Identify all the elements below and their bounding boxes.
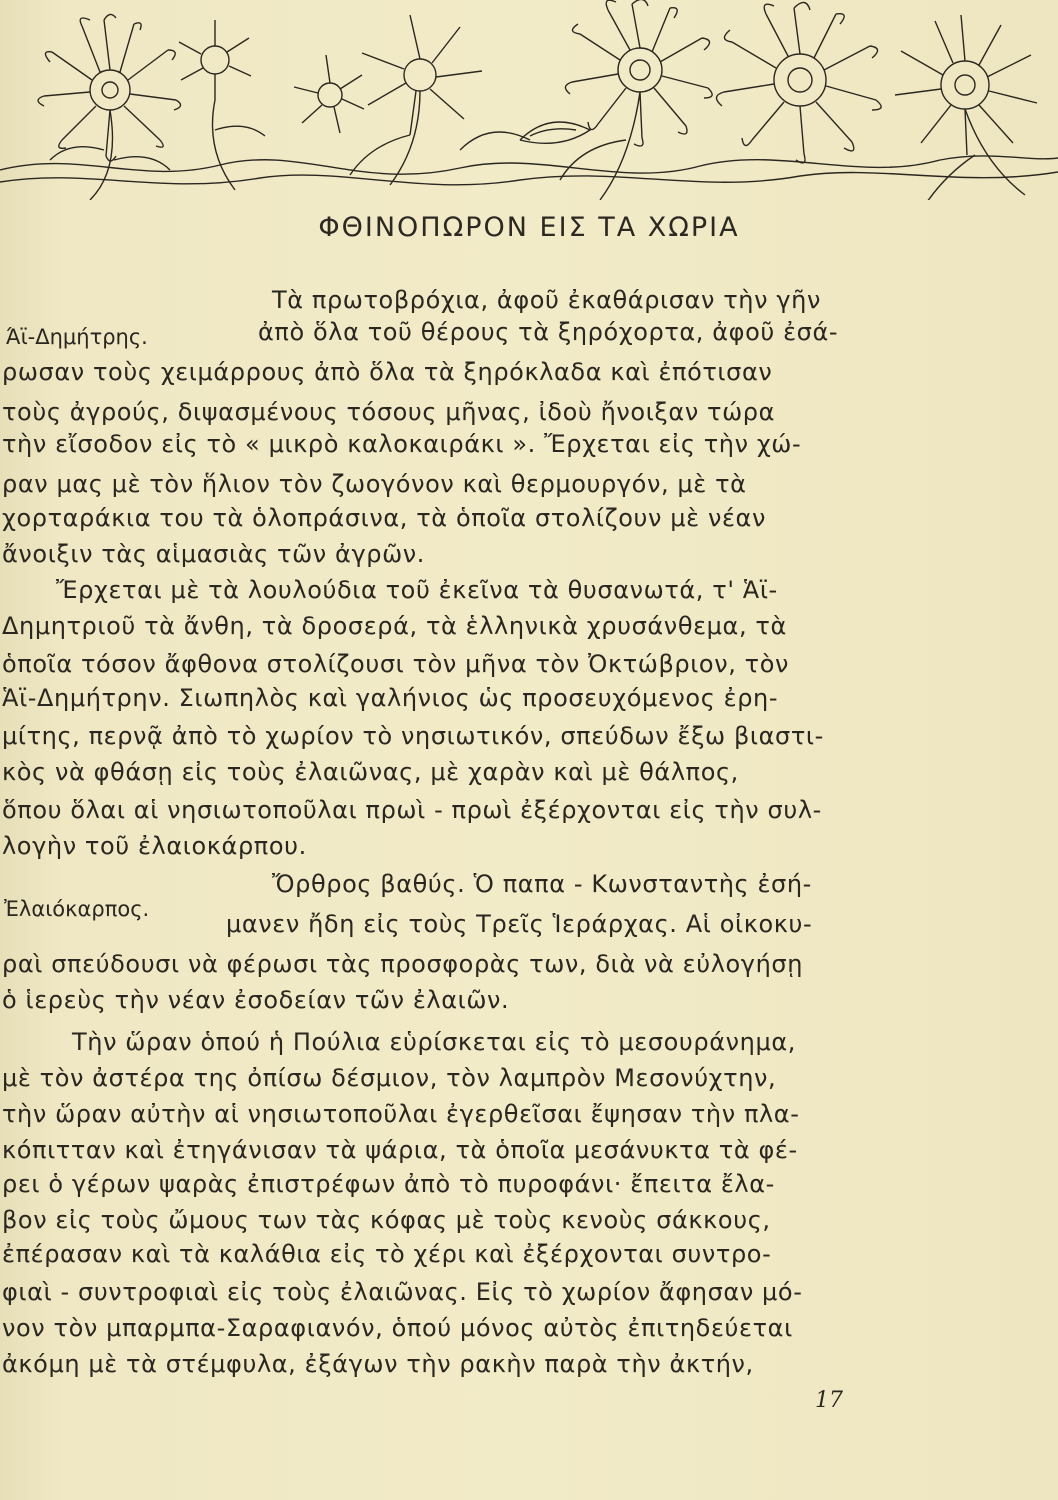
- page-number: 17: [815, 1388, 843, 1413]
- text-line: νον τὸν μπαρμπα-Σαραφιανόν, ὁπού μόνος αὐτὸς ἐπιτηδεύεται: [2, 1314, 793, 1342]
- text-line: μὲ τὸν ἀστέρα της ὀπίσω δέσμιον, τὸν λαμπρὸν Μεσονύχτην,: [2, 1064, 777, 1092]
- text-line: χορταράκια του τὰ ὁλοπράσινα, τὰ ὁποῖα στολίζουν μὲ νέαν: [2, 504, 766, 532]
- side-heading-elaiokarpos: Ἐλαιόκαρπος.: [4, 897, 150, 921]
- text-line: ὅπου ὅλαι αἱ νησιωτοποῦλαι πρωὶ - πρωὶ ἐξέρχονται εἰς τὴν συλ-: [2, 796, 822, 824]
- text-line: Ὄρθρος βαθύς. Ὁ παπα - Κωνσταντὴς ἐσή-: [272, 870, 812, 898]
- text-line: ὁ ἱερεὺς τὴν νέαν ἐσοδείαν τῶν ἐλαιῶν.: [2, 986, 510, 1014]
- text-line: τὴν εἴσοδον εἰς τὸ « μικρὸ καλοκαιράκι ». Ἔρχεται εἰς τὴν χώ-: [2, 430, 802, 458]
- text-line: ρωσαν τοὺς χειμάρρους ἀπὸ ὅλα τὰ ξηρόκλαδα καὶ ἐπότισαν: [2, 358, 773, 386]
- side-heading-ai-dimitris: Άϊ-Δημήτρης.: [6, 325, 148, 349]
- text-line: Ἁϊ-Δημήτρην. Σιωπηλὸς καὶ γαλήνιος ὡς προσευχόμενος ἐρη-: [2, 684, 779, 712]
- text-line: φιαὶ - συντροφιαὶ εἰς τοὺς ἐλαιῶνας. Εἰς τὸ χωρίον ἄφησαν μό-: [2, 1278, 803, 1306]
- text-line: ρει ὁ γέρων ψαρὰς ἐπιστρέφων ἀπὸ τὸ πυροφάνι· ἔπειτα ἔλα-: [2, 1170, 775, 1198]
- text-line: ἄνοιξιν τὰς αἱμασιὰς τῶν ἀγρῶν.: [2, 540, 426, 568]
- text-line: μίτης, περνᾷ ἀπὸ τὸ χωρίον τὸ νησιωτικόν, σπεύδων ἔξω βιαστι-: [2, 722, 824, 750]
- page-title: ΦΘΙΝΟΠΩΡΟΝ ΕΙΣ ΤΑ ΧΩΡΙΑ: [318, 212, 740, 243]
- text-line: ὁποῖα τόσον ἄφθονα στολίζουσι τὸν μῆνα τὸν Ὀκτώβριον, τὸν: [2, 650, 790, 678]
- text-line: ἀκόμη μὲ τὰ στέμφυλα, ἐξάγων τὴν ρακὴν παρὰ τὴν ἀκτήν,: [2, 1350, 754, 1378]
- text-line: Ἔρχεται μὲ τὰ λουλούδια τοῦ ἐκεῖνα τὰ θυσανωτά, τ' Ἁϊ-: [56, 576, 778, 604]
- text-line: βον εἰς τοὺς ὤμους των τὰς κόφας μὲ τοὺς κενοὺς σάκκους,: [2, 1206, 771, 1234]
- text-line: μανεν ἤδη εἰς τοὺς Τρεῖς Ἱεράρχας. Αἱ οἰκοκυ-: [226, 910, 813, 938]
- text-line: Τὰ πρωτοβρόχια, ἀφοῦ ἐκαθάρισαν τὴν γῆν: [272, 286, 821, 314]
- text-line: κόπιτταν καὶ ἐτηγάνισαν τὰ ψάρια, τὰ ὁποῖα μεσάνυκτα τὰ φέ-: [2, 1136, 798, 1164]
- text-line: ραὶ σπεύδουσι νὰ φέρωσι τὰς προσφορὰς των, διὰ νὰ εὐλογήσῃ: [2, 950, 804, 978]
- text-line: τοὺς ἀγρούς, διψασμένους τόσους μῆνας, ἰδοὺ ἤνοιξαν τώρα: [2, 398, 776, 426]
- text-line: ἀπὸ ὅλα τοῦ θέρους τὰ ξηρόχορτα, ἀφοῦ ἐσά-: [258, 318, 839, 346]
- text-line: ἐπέρασαν καὶ τὰ καλάθια εἰς τὸ χέρι καὶ ἐξέρχονται συντρο-: [2, 1240, 772, 1268]
- text-line: Τὴν ὥραν ὁπού ἡ Πούλια εὑρίσκεται εἰς τὸ μεσουράνημα,: [72, 1028, 797, 1056]
- text-line: τὴν ὥραν αὐτὴν αἱ νησιωτοποῦλαι ἐγερθεῖσαι ἔψησαν τὴν πλα-: [2, 1100, 800, 1128]
- text-line: λογὴν τοῦ ἐλαιοκάρπου.: [2, 832, 307, 860]
- text-line: Δημητριοῦ τὰ ἄνθη, τὰ δροσερά, τὰ ἑλληνικὰ χρυσάνθεμα, τὰ: [2, 612, 787, 640]
- text-line: κὸς νὰ φθάσῃ εἰς τοὺς ἐλαιῶνας, μὲ χαρὰν καὶ μὲ θάλπος,: [2, 758, 739, 786]
- text-line: ραν μας μὲ τὸν ἥλιον τὸν ζωογόνον καὶ θερμουργόν, μὲ τὰ: [2, 470, 747, 498]
- chrysanthemum-banner-illustration: [0, 0, 1058, 200]
